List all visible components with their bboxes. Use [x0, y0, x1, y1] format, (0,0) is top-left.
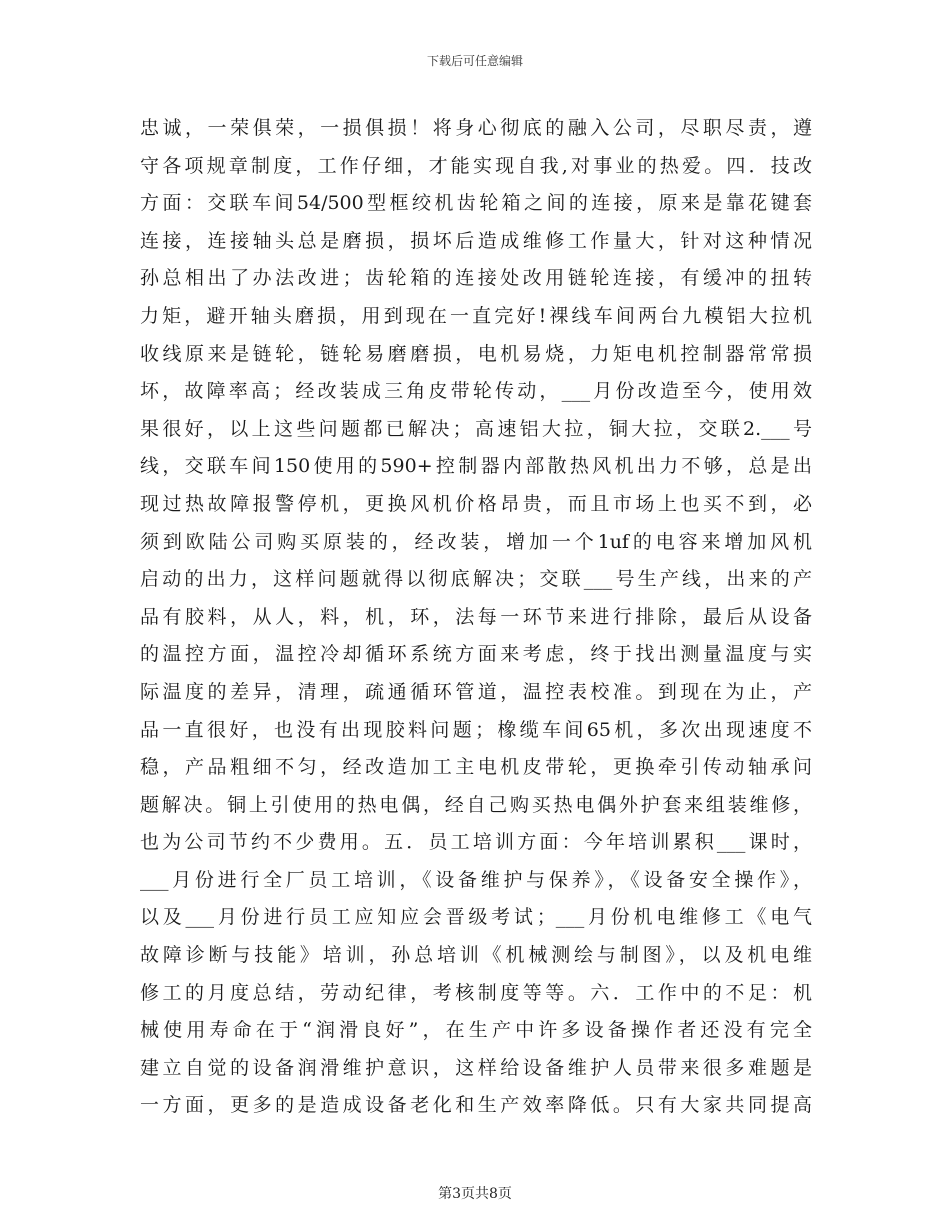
text-line: 现过热故障报警停机，更换风机价格昂贵，而且市场上也买不到，必 — [140, 492, 812, 515]
text-line: 品一直很好，也没有出现胶料问题；橡缆车间65机，多次出现速度不 — [140, 718, 812, 741]
text-line: 以及___月份进行员工应知应会晋级考试；___月份机电维修工《电气 — [140, 906, 812, 929]
text-line: 械使用寿命在于“润滑良好”，在生产中许多设备操作者还没有完全 — [140, 1019, 812, 1042]
text-line: 一方面，更多的是造成设备老化和生产效率降低。只有大家共同提高 — [140, 1094, 812, 1117]
text-line: 线，交联车间150使用的590+控制器内部散热风机出力不够，总是出 — [140, 455, 812, 478]
page-number: 第3页共8页 — [438, 1186, 512, 1202]
text-line: 连接，连接轴头总是磨损，损坏后造成维修工作量大，针对这种情况 — [140, 229, 812, 252]
text-line: 孙总相出了办法改进；齿轮箱的连接处改用链轮连接，有缓冲的扭转 — [140, 267, 812, 290]
text-line: 修工的月度总结，劳动纪律，考核制度等等。六．工作中的不足：机 — [140, 981, 812, 1004]
text-line: ___月份进行全厂员工培训，《设备维护与保养》，《设备安全操作》， — [140, 868, 812, 891]
text-line: 建立自觉的设备润滑维护意识，这样给设备维护人员带来很多难题是 — [140, 1056, 812, 1079]
text-line: 忠诚，一荣俱荣，一损俱损！将身心彻底的融入公司，尽职尽责，遵 — [140, 117, 812, 139]
text-line: 品有胶料，从人，料，机，环，法每一环节来进行排除，最后从设备 — [140, 605, 812, 628]
text-line: 守各项规章制度，工作仔细，才能实现自我,对事业的热爱。四．技改 — [140, 154, 812, 177]
page-header: 下载后可任意编辑 — [426, 54, 523, 68]
text-line: 力矩，避开轴头磨损，用到现在一直完好!裸线车间两台九模铝大拉机 — [140, 304, 812, 327]
text-line: 题解决。铜上引使用的热电偶，经自己购买热电偶外护套来组装维修， — [140, 793, 812, 816]
text-line: 故障诊断与技能》培训，孙总培训《机械测绘与制图》，以及机电维 — [140, 944, 812, 967]
text-line: 际温度的差异，清理，疏通循环管道，温控表校准。到现在为止，产 — [140, 680, 812, 703]
text-line: 坏，故障率高；经改装成三角皮带轮传动，___月份改造至今，使用效 — [140, 380, 812, 403]
document-body — [140, 110, 812, 1125]
text-line: 启动的出力，这样问题就得以彻底解决；交联___号生产线，出来的产 — [140, 568, 812, 591]
text-line: 收线原来是链轮，链轮易磨磨损，电机易烧，力矩电机控制器常常损 — [140, 342, 812, 365]
text-line: 的温控方面，温控冷却循环系统方面来考虑，终于找出测量温度与实 — [140, 643, 812, 666]
text-line: 果很好，以上这些问题都已解决；高速铝大拉，铜大拉，交联2.___号 — [140, 417, 812, 440]
text-line: 方面：交联车间54/500型框绞机齿轮箱之间的连接，原来是靠花键套 — [140, 192, 812, 215]
text-line: 稳，产品粗细不匀，经改造加工主电机皮带轮，更换牵引传动轴承问 — [140, 756, 812, 779]
text-line: 须到欧陆公司购买原装的，经改装，增加一个1uf的电容来增加风机 — [140, 530, 812, 553]
text-line: 也为公司节约不少费用。五．员工培训方面：今年培训累积___课时， — [140, 831, 812, 854]
